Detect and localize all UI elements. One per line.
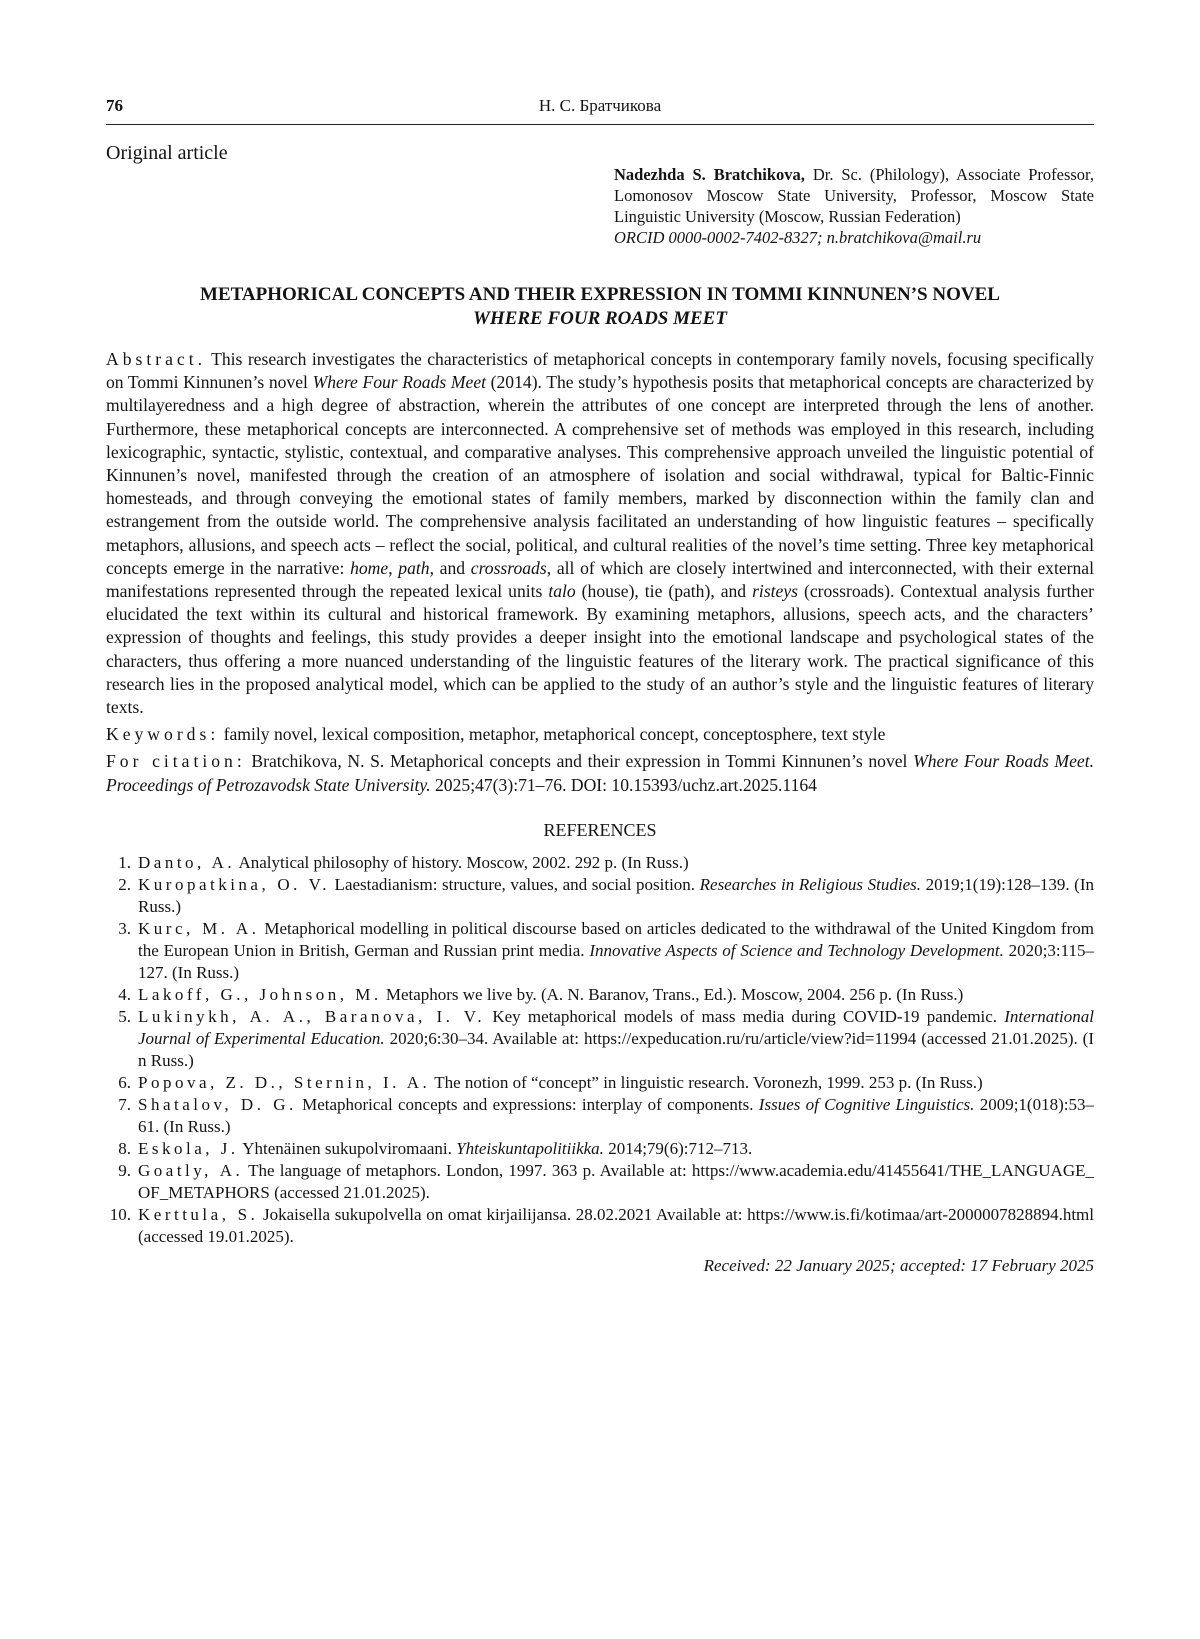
abstract-text: (2014). The study’s hypothesis posits that metaphorical concepts are characterized by multilayeredness and a high degree of abstraction, wherein the attributes of one concept are interpreted through the lens of another. Furthermore, these metaphorical concepts are interconnected. A comprehensive set of methods was employed in this research, including lexicographic, syntactic, stylistic, contextual, and comparative analyses. This comprehensive approach unveiled the linguistic potential of Kinnunen’s novel, manifested through the creation of an atmosphere of isolation and social withdrawal, typical for Baltic-Finnic homesteads, and through conveying the emotional states of family members, marked by disconnection within the family clan and estrangement from the outside world. The comprehensive analysis facilitated an understanding of how linguistic features – specifically metaphors, allusions, and speech acts – reflect the social, political, and cultural realities of the novel’s time setting. Three key metaphorical concepts emerge in the narrative:: [106, 372, 1095, 578]
reference-source: International Journal of Experimental Education.: [138, 1007, 1094, 1049]
running-author: Н. С. Братчикова: [538, 96, 662, 115]
abstract-italic: crossroads: [470, 557, 547, 578]
reference-authors: Eskola, J.: [138, 1139, 239, 1159]
citation-label: For citation:: [106, 751, 246, 772]
reference-text: Metaphorical concepts and expressions: interplay of components.: [296, 1095, 759, 1115]
title-line-2: WHERE FOUR ROADS MEET: [473, 308, 727, 329]
article-body: [106, 348, 1094, 1277]
reference-source: Issues of Cognitive Linguistics.: [758, 1095, 975, 1115]
abstract-italic: path: [398, 557, 430, 578]
reference-number: 3.: [118, 919, 131, 939]
reference-item: [106, 874, 1094, 918]
citation-italic: Where Four Roads Meet. Proceedings of Petrozavodsk State University.: [106, 751, 1094, 795]
reference-source: Researches in Religious Studies.: [699, 875, 921, 895]
reference-number: 6.: [118, 1073, 131, 1093]
keywords: [106, 723, 1094, 746]
author-block: [614, 164, 1094, 248]
reference-number: 7.: [118, 1095, 131, 1115]
abstract-text: ,: [388, 557, 399, 578]
keywords-label: Keywords:: [106, 724, 220, 745]
reference-number: 4.: [118, 985, 131, 1005]
reference-text: The notion of “concept” in linguistic research. Voronezh, 1999. 253 p. (In Russ.): [430, 1073, 983, 1093]
reference-authors: Kerttula, S.: [138, 1205, 259, 1225]
reference-authors: Lakoff, G., Johnson, M.: [138, 985, 382, 1005]
citation-tail: 2025;47(3):71–76. DOI: 10.15393/uchz.art.2025.1164: [430, 774, 817, 795]
page-number: 76: [106, 96, 123, 115]
abstract-text: (crossroads). Contextual analysis further elucidated the text within its cultural and historical framework. By examining metaphors, allusions, speech acts, and the characters’ expression of thoughts and feelings, this study provides a deeper insight into the emotional landscape and psychological states of the characters, thus offering a more nuanced understanding of the linguistic features of the literary work. The practical significance of this research lies in the proposed analytical model, which can be applied to the study of an author’s style and the linguistic features of literary texts.: [106, 581, 1094, 718]
reference-authors: Goatly, A.: [138, 1161, 244, 1181]
reference-number: 1.: [118, 853, 131, 873]
reference-number: 5.: [118, 1007, 131, 1027]
reference-text: The language of metaphors. London, 1997. 363 p. Available at: https://www.academia.edu/41455641/THE_LANGUAGE_OF_METAPHORS (accessed 21.01.2025).: [138, 1161, 1094, 1203]
abstract-text: This research investigates the characteristics of metaphorical concepts in contemporary family novels, focusing specifically on Tommi Kinnunen’s novel: [106, 349, 1094, 393]
author-orcid: ORCID 0000-0002-7402-8327; n.bratchikova@mail.ru: [614, 228, 982, 247]
reference-source: Innovative Aspects of Science and Technology Development.: [589, 941, 1004, 961]
title-line-1: METAPHORICAL CONCEPTS AND THEIR EXPRESSION IN TOMMI KINNUNEN’S NOVEL: [200, 284, 1000, 305]
abstract-label: Abstract.: [106, 349, 207, 369]
reference-tail: 2014;79(6):712–713.: [603, 1139, 753, 1159]
references-heading: REFERENCES: [543, 819, 657, 840]
citation-text: Bratchikova, N. S. Metaphorical concepts and their expression in Tommi Kinnunen’s novel: [245, 751, 914, 772]
reference-item: [106, 1094, 1094, 1138]
author-details: Dr. Sc. (Philology), Associate Professor, Lomonosov Moscow State University, Professor, Moscow State Linguistic University (Moscow, Russian Federation): [614, 165, 1095, 226]
reference-item: [106, 984, 1094, 1006]
article-type: Original article: [106, 142, 228, 164]
abstract-text: , and: [429, 557, 471, 578]
keywords-text: family novel, lexical composition, metaphor, metaphorical concept, conceptosphere, text style: [219, 724, 886, 745]
reference-number: 10.: [109, 1205, 131, 1225]
reference-item: [106, 1204, 1094, 1248]
author-name: Nadezhda S. Bratchikova,: [614, 165, 805, 184]
reference-text: Jokaisella sukupolvella on omat kirjailijansa. 28.02.2021 Available at: https://www.is.fi/kotimaa/art-2000007828894.html (accessed 19.01.2025).: [138, 1205, 1094, 1247]
reference-authors: Kurc, M. A.: [138, 919, 260, 939]
abstract-italic: Where Four Roads Meet: [312, 372, 487, 393]
reference-number: 9.: [118, 1161, 131, 1181]
reference-number: 2.: [118, 875, 131, 895]
reference-item: [106, 852, 1094, 874]
running-head: [106, 94, 1094, 125]
reference-item: [106, 918, 1094, 984]
article-title: [106, 283, 1094, 331]
reference-item: [106, 1160, 1094, 1204]
abstract-text: , all of which are closely intertwined and interconnected, with their external manifestations represented through the repeated lexical units: [106, 557, 1095, 602]
reference-tail: 2009;1(018):53–61. (In Russ.): [138, 1095, 1094, 1137]
reference-text: Yhtenäinen sukupolviromaani.: [238, 1139, 457, 1159]
reference-item: [106, 1006, 1094, 1072]
reference-authors: Popova, Z. D., Sternin, I. A.: [138, 1073, 431, 1093]
reference-number: 8.: [118, 1139, 131, 1159]
reference-authors: Danto, A.: [138, 853, 236, 873]
abstract: [106, 348, 1094, 719]
reference-item: [106, 1072, 1094, 1094]
reference-item: [106, 1138, 1094, 1160]
reference-tail: 2020;6:30–34. Available at: https://expeducation.ru/ru/article/view?id=11994 (accessed 21.01.2025). (In Russ.): [138, 1029, 1094, 1071]
abstract-italic: talo: [548, 581, 576, 602]
citation: [106, 750, 1094, 796]
reference-source: Yhteiskuntapolitiikka.: [456, 1139, 604, 1159]
reference-authors: Lukinykh, A. A., Baranova, I. V.: [138, 1007, 486, 1027]
reference-text: Laestadianism: structure, values, and social position.: [329, 875, 700, 895]
reference-text: Metaphorical modelling in political discourse based on articles dedicated to the withdrawal of the United Kingdom from the European Union in British, German and Russian print media.: [138, 919, 1094, 961]
reference-text: Metaphors we live by. (A. N. Baranov, Trans., Ed.). Moscow, 2004. 256 p. (In Russ.): [381, 985, 964, 1005]
reference-tail: 2019;1(19):128–139. (In Russ.): [138, 875, 1095, 917]
references-list: [106, 852, 1094, 1248]
abstract-italic: home: [350, 557, 389, 578]
reference-authors: Shatalov, D. G.: [138, 1095, 297, 1115]
received-dates: Received: 22 January 2025; accepted: 17 February 2025: [703, 1256, 1094, 1276]
abstract-text: (house), tie (path), and: [575, 581, 753, 602]
reference-authors: Kuropatkina, O. V.: [138, 875, 330, 895]
reference-text: Key metaphorical models of mass media during COVID-19 pandemic.: [485, 1007, 1005, 1027]
reference-text: Analytical philosophy of history. Moscow, 2002. 292 p. (In Russ.): [235, 853, 689, 873]
reference-tail: 2020;3:115–127. (In Russ.): [138, 941, 1094, 983]
abstract-italic: risteys: [752, 581, 799, 602]
